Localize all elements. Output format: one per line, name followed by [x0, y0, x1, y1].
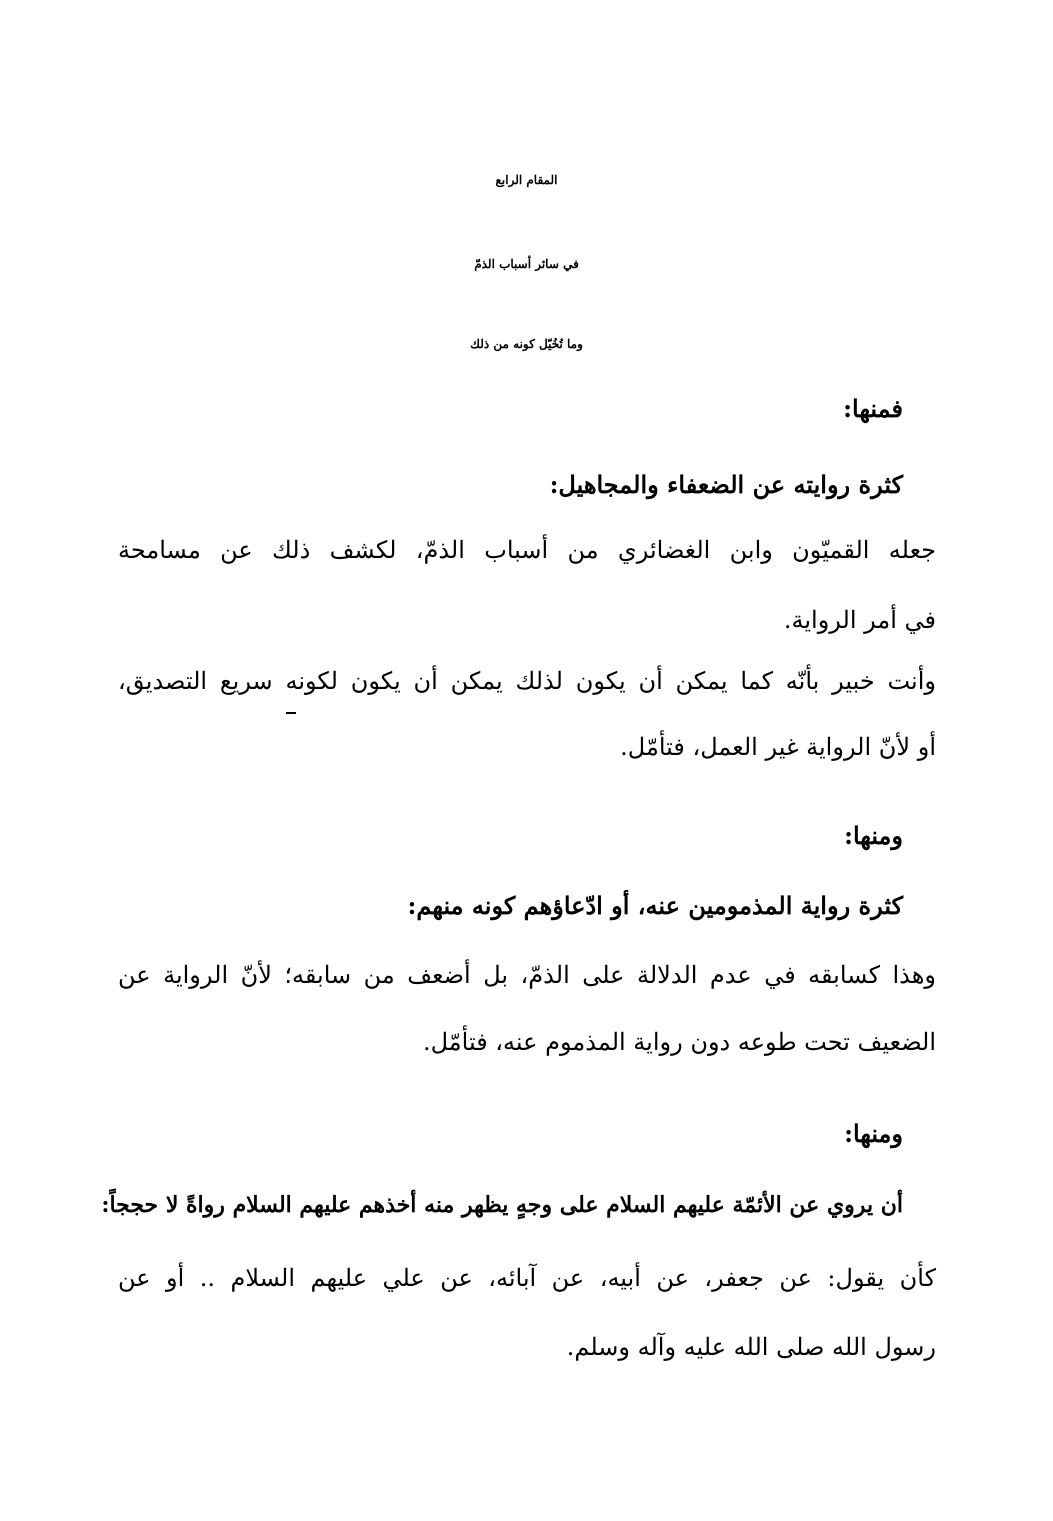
paragraph-line: في أمر الرواية. [783, 606, 936, 634]
section-title: أن يروي عن الأئمّة عليهم السلام على وجهٍ يظهر منه أخذهم عليهم السلام رواةً لا حججاً: [101, 1192, 903, 1218]
paragraph-line: أو لأنّ الرواية غير العمل، فتأمّل. [620, 733, 936, 761]
paragraph-line: الضعيف تحت طوعه دون رواية المذموم عنه، فتأمّل. [422, 1028, 936, 1056]
paragraph-line: وهذا كسابقه في عدم الدلالة على الذمّ، بل أضعف من سابقه؛ لأنّ الرواية عن [118, 961, 936, 989]
paragraph-line: وأنت خبير بأنّه كما يمكن أن يكون لذلك يمكن أن يكون لكونه سريع التصديق، [118, 667, 936, 695]
chapter-subtitle-continued: وما تُخُيّل كونه من ذلك [470, 337, 583, 351]
paragraph-line: جعله القميّون وابن الغضائري من أسباب الذمّ، لكشف ذلك عن مسامحة [118, 536, 936, 564]
paragraph-line: كأن يقول: عن جعفر، عن أبيه، عن آبائه، عن علي عليهم السلام .. أو عن [118, 1264, 936, 1292]
section-label: ومنها: [844, 1119, 903, 1148]
paragraph-line: رسول الله صلى الله عليه وآله وسلم. [566, 1333, 936, 1361]
section-title: كثرة روايته عن الضعفاء والمجاهيل: [549, 470, 903, 499]
stray-mark [286, 712, 296, 714]
section-label: فمنها: [843, 394, 903, 423]
section-title: كثرة رواية المذمومين عنه، أو ادّعاؤهم كونه منهم: [407, 891, 903, 920]
chapter-title: المقام الرابع [495, 173, 558, 187]
chapter-subtitle: في سائر أسباب الذمّ [474, 257, 579, 271]
section-label: ومنها: [844, 821, 903, 850]
